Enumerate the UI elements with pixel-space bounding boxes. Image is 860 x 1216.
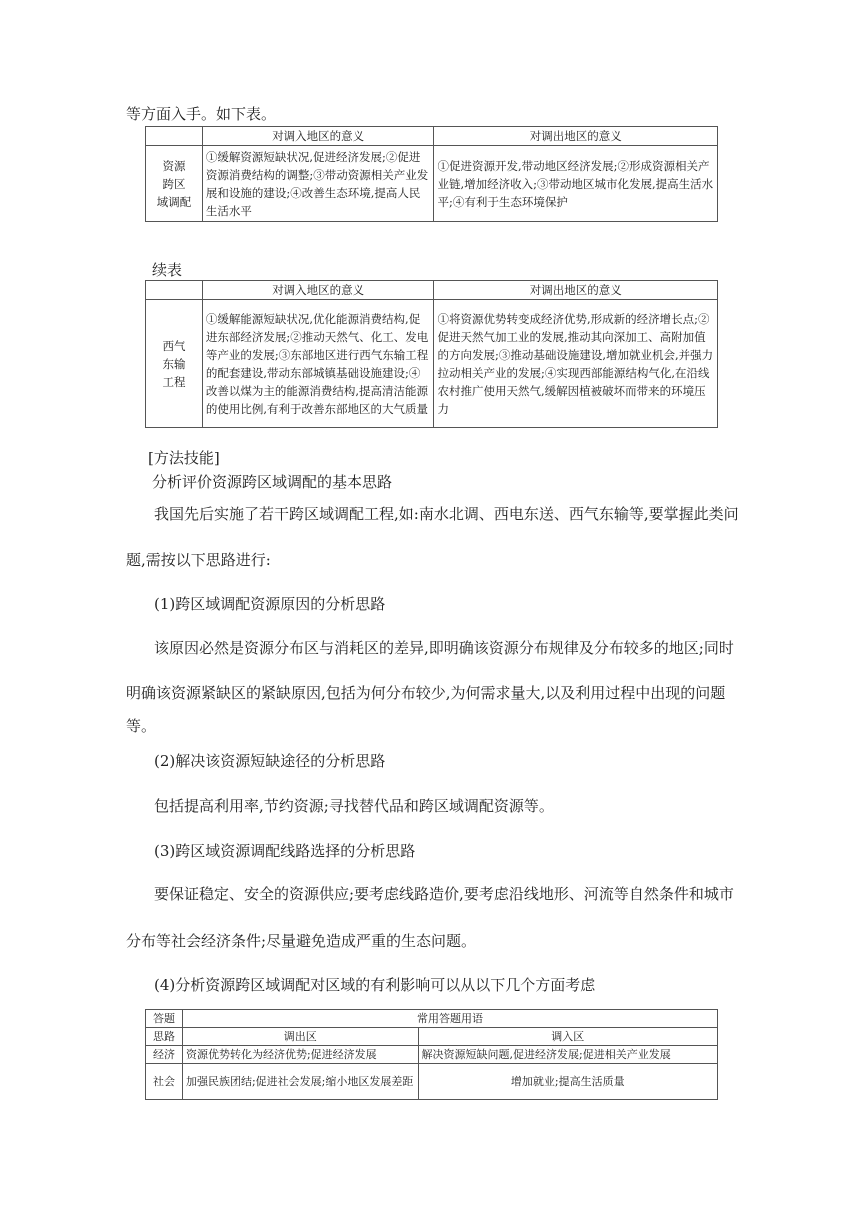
cell-export-significance: ①将资源优势转变成经济优势,形成新的经济增长点;②促进天然气加工业的发展,推动其向深加工、高附加值的方向发展;③推动基础设施建设,增加就业机会,并强力拉动相关产业的发展;④实现西部能源结构气化,在沿线农村推广使用天然气,缓解因植被破坏而带来的环境压力	[434, 300, 718, 428]
method-title: 分析评价资源跨区域调配的基本思路	[152, 473, 393, 491]
cell-economy-export: 资源优势转化为经济优势;促进经济发展	[182, 1046, 418, 1064]
table-row	[146, 300, 718, 428]
table-row	[146, 1046, 718, 1064]
section-heading-3: (3)跨区域资源调配线路选择的分析思路	[154, 842, 416, 860]
table-answer-phrases	[145, 1009, 718, 1100]
cell-import-region-header: 调入区	[418, 1028, 717, 1046]
method-tag: [方法技能]	[148, 449, 220, 467]
table-header-import: 对调入地区的意义	[202, 281, 434, 300]
cell-import-significance: ①缓解资源短缺状况,促进经济发展;②促进资源消费结构的调整;③带动资源相关产业发展和设施的建设;④改善生态环境,提高人民生活水平	[202, 146, 434, 222]
cell-answer-label: 答题	[146, 1010, 183, 1028]
table-row	[146, 1028, 718, 1046]
table-header-row	[146, 127, 718, 146]
table-row	[146, 1064, 718, 1100]
table-header-empty	[146, 281, 203, 300]
cell-society-export: 加强民族团结;促进社会发展;缩小地区发展差距	[182, 1064, 418, 1100]
continued-label: 续表	[152, 261, 183, 279]
table-resource-transfer	[145, 126, 718, 222]
row-label: 西气 东输 工程	[146, 300, 203, 428]
table-header-row	[146, 281, 718, 300]
intro-text: 等方面入手。如下表。	[126, 105, 277, 123]
paragraph-line: 我国先后实施了若干跨区域调配工程,如:南水北调、西电东送、西气东输等,要掌握此类问	[154, 505, 739, 523]
section-heading-1: (1)跨区域调配资源原因的分析思路	[154, 595, 386, 613]
table-row	[146, 146, 718, 222]
paragraph-line: 该原因必然是资源分布区与消耗区的差异,即明确该资源分布规律及分布较多的地区;同时	[154, 639, 734, 657]
table-header-export: 对调出地区的意义	[434, 281, 718, 300]
cell-export-region-header: 调出区	[182, 1028, 418, 1046]
cell-economy-label: 经济	[146, 1046, 183, 1064]
paragraph-line: 要保证稳定、安全的资源供应;要考虑线路造价,要考虑沿线地形、河流等自然条件和城市	[154, 885, 734, 903]
paragraph-line: 分布等社会经济条件;尽量避免造成严重的生态问题。	[126, 932, 477, 950]
cell-common-phrases-header: 常用答题用语	[182, 1010, 717, 1028]
cell-society-label: 社会	[146, 1064, 183, 1100]
cell-export-significance: ①促进资源开发,带动地区经济发展;②形成资源相关产业链,增加经济收入;③带动地区城市化发展,提高生活水平;④有利于生态环境保护	[434, 146, 718, 222]
table-header-export: 对调出地区的意义	[434, 127, 718, 146]
paragraph-line: 题,需按以下思路进行:	[126, 551, 271, 569]
paragraph-line: 明确该资源紧缺区的紧缺原因,包括为何分布较少,为何需求量大,以及利用过程中出现的问题	[126, 684, 726, 702]
table-header-empty	[146, 127, 203, 146]
cell-approach-label: 思路	[146, 1028, 183, 1046]
cell-economy-import: 解决资源短缺问题,促进经济发展;促进相关产业发展	[418, 1046, 717, 1064]
cell-import-significance: ①缓解能源短缺状况,优化能源消费结构,促进东部经济发展;②推动天然气、化工、发电等产业的发展;③东部地区进行西气东输工程的配套建设,带动东部城镇基础设施建设;④改善以煤为主的能源消费结构,提高清洁能源的使用比例,有利于改善东部地区的大气质量	[202, 300, 434, 428]
table-header-import: 对调入地区的意义	[202, 127, 434, 146]
paragraph-line: 等。	[126, 717, 157, 735]
paragraph-line: 包括提高利用率,节约资源;寻找替代品和跨区域调配资源等。	[154, 797, 554, 815]
table-row	[146, 1010, 718, 1028]
table-west-east-gas	[145, 280, 718, 428]
row-label: 资源 跨区 域调配	[146, 146, 203, 222]
section-heading-4: (4)分析资源跨区域调配对区域的有利影响可以从以下几个方面考虑	[154, 976, 596, 994]
section-heading-2: (2)解决该资源短缺途径的分析思路	[154, 752, 386, 770]
cell-society-import: 增加就业;提高生活质量	[418, 1064, 717, 1100]
